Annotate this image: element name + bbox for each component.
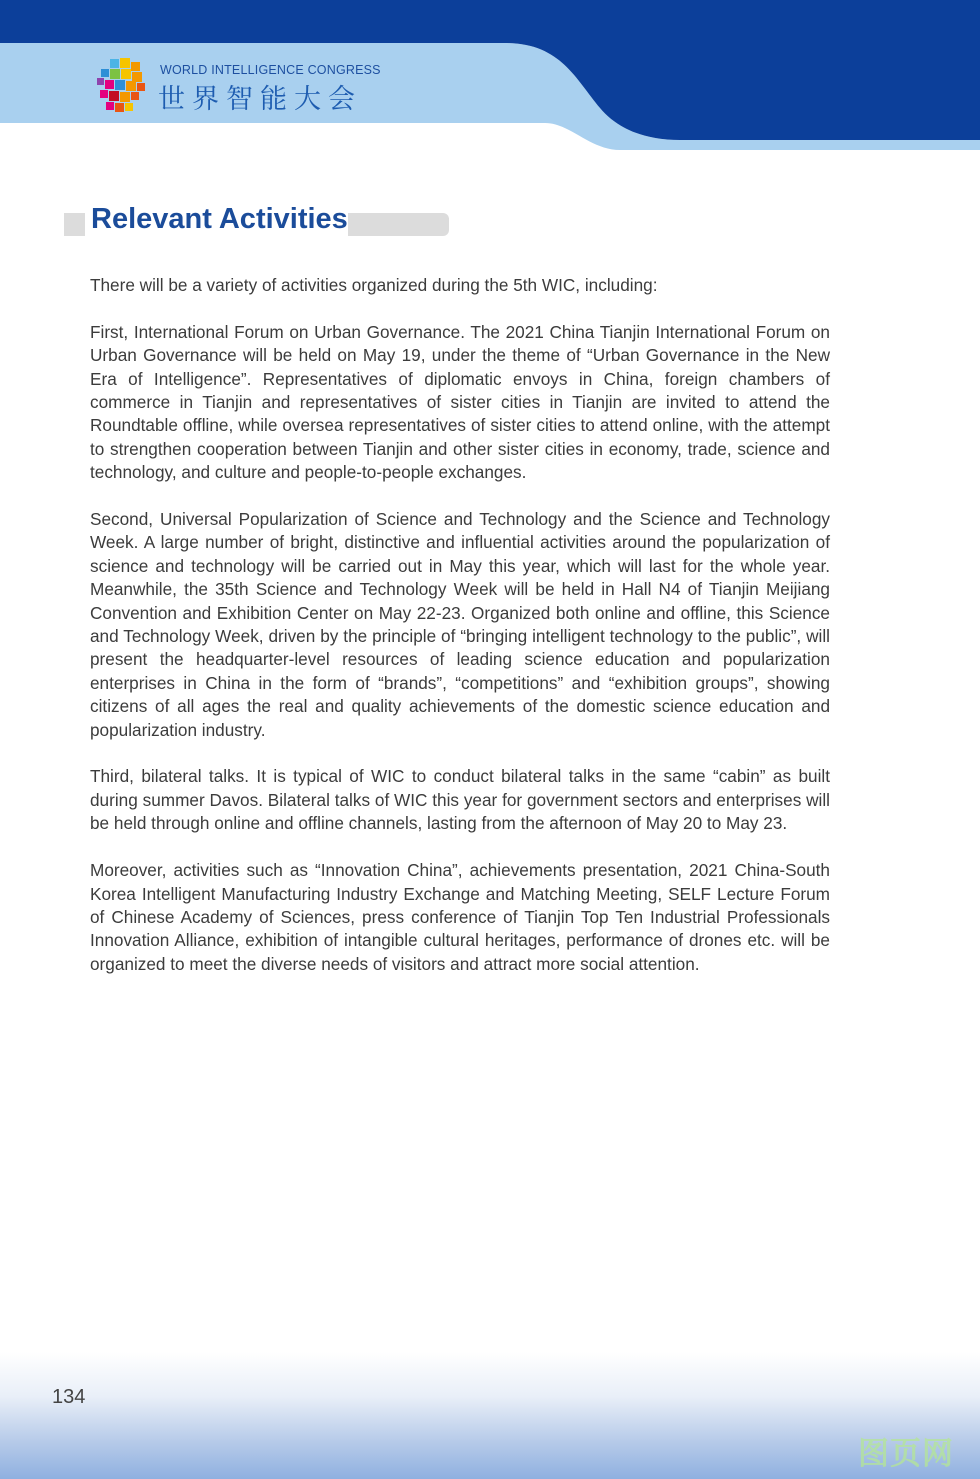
section-title: Relevant Activities [91, 203, 348, 235]
paragraph-other-activities: Moreover, activities such as “Innovation China”, achievements presentation, 2021 China-South Korea Intelligent Manufacturing Industry Exchange and Matching Meeting, SELF Lecture Forum of Chinese Academy of Sciences, press conference of Tianjin Top Ten Industrial Professionals Innovation Alliance, exhibition of intangible cultural heritages, performance of drones etc. will be organized to meet the diverse needs of visitors and attract more social attention. [90, 860, 830, 974]
paragraph-science-week: Second, Universal Popularization of Science and Technology and the Science and Technology Week. A large number of bright, distinctive and influential activities around the popularization of science and technology will be carried out in May this year, which will last for the whole year. Meanwhile, the 35th Science and Technology Week will be held in Hall N4 of Tianjin Meijiang Convention and Exhibition Center on May 22-23. Organized both online and offline, this Science and Technology Week, driven by the principle of “bringing intelligent technology to the public”, will present the headquarter-level resources of leading science education and popularization enterprises in China in the form of “brands”, “competitions” and “exhibition groups”, showing citizens of all ages the real and quality achievements of the domestic science education and popularization industry. [90, 509, 830, 740]
brand-name-english: WORLD INTELLIGENCE CONGRESS [160, 63, 381, 77]
paragraph-urban-governance: First, International Forum on Urban Governance. The 2021 China Tianjin International Forum on Urban Governance will be held on May 19, under the theme of “Urban Governance in the New Era of Intelligence”. Representatives of diplomatic envoys in China, foreign chambers of commerce in Tianjin and representatives of sister cities in Tianjin are invited to attend the Roundtable offline, while oversea representatives of sister cities to attend online, with the attempt to strengthen cooperation between Tianjin and other sister cities in economy, trade, science and technology, and culture and people-to-people exchanges. [90, 321, 830, 483]
watermark-logo: 图页网 [858, 1436, 954, 1472]
footer-gradient [0, 1352, 980, 1479]
section-title-accent-left [64, 213, 85, 236]
article-body [90, 274, 830, 1000]
intro-paragraph: There will be a variety of activities organized during the 5th WIC, including: [90, 275, 658, 295]
brand-name-chinese: 世界智能大会 [158, 84, 362, 115]
page-number: 134 [52, 1386, 86, 1408]
paragraph-bilateral-talks: Third, bilateral talks. It is typical of WIC to conduct bilateral talks in the same “cabin” as built during summer Davos. Bilateral talks of WIC this year for government sectors and enterprises will be held through online and offline channels, lasting from the afternoon of May 20 to May 23. [90, 766, 830, 834]
wic-logo-icon [96, 56, 148, 116]
section-title-accent-right [348, 213, 449, 236]
